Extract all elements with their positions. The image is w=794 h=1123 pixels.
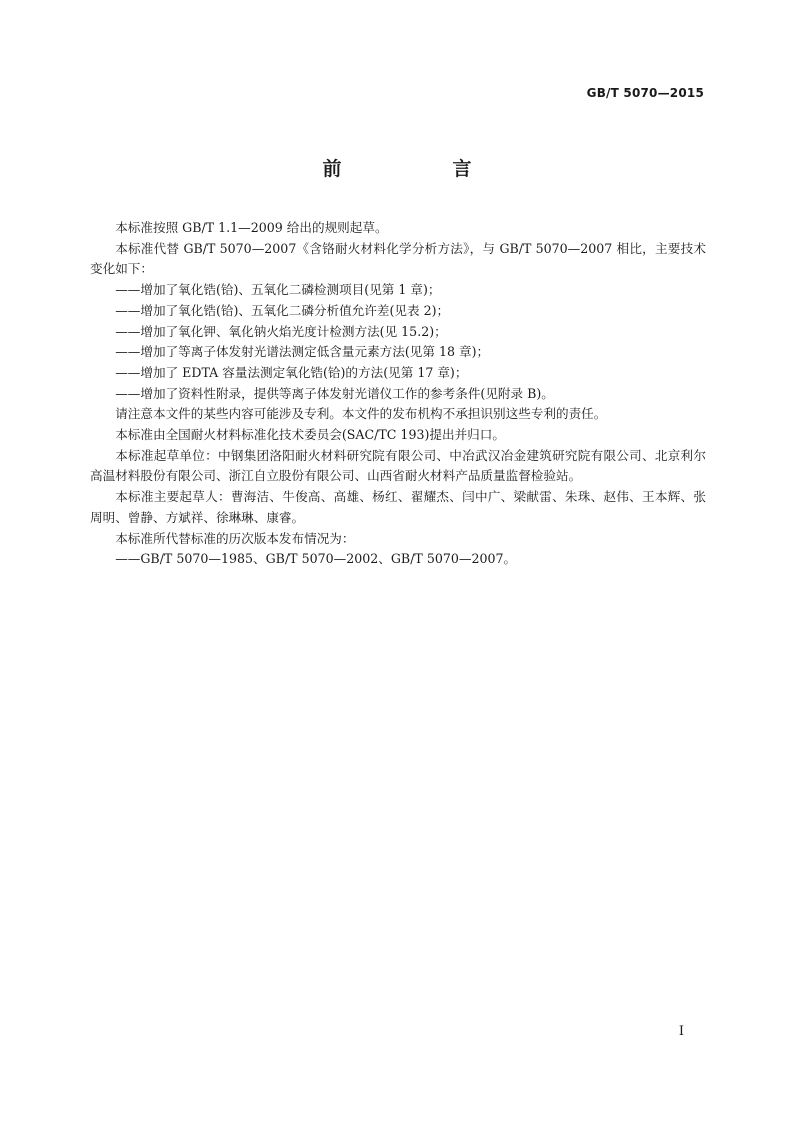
paragraph-drafters: 本标准主要起草人：曹海洁、牛俊高、高雄、杨红、翟耀杰、闫中广、梁献雷、朱珠、赵伟、王本辉、张周明、曾静、方斌祥、徐琳琳、康睿。 (90, 489, 706, 525)
change-item: ——增加了资料性附录，提供等离子体发射光谱仪工作的参考条件(见附录 B)。 (115, 385, 554, 401)
change-item: ——增加了氧化锆(铪)、五氧化二磷分析值允许差(见表 2)； (115, 302, 450, 318)
paragraph-proposer: 本标准由全国耐火材料标准化技术委员会(SAC/TC 193)提出并归口。 (115, 427, 505, 443)
change-item: ——增加了氧化锆(铪)、五氧化二磷检测项目(见第 1 章)； (115, 282, 441, 298)
page-number: I (678, 1024, 684, 1039)
paragraph-drafting-units: 本标准起草单位：中钢集团洛阳耐火材料研究院有限公司、中冶武汉冶金建筑研究院有限公司、北京利尔高温材料股份有限公司、浙江自立股份有限公司、山西省耐火材料产品质量监督检验站。 (90, 447, 706, 484)
standard-code: GB/T 5070—2015 (586, 86, 704, 100)
change-item: ——增加了等离子体发射光谱法测定低含量元素方法(见第 18 章)； (115, 344, 490, 360)
page-title: 前 言 (322, 158, 518, 180)
paragraph-history-versions: ——GB/T 5070—1985、GB/T 5070—2002、GB/T 5070—2007。 (115, 551, 517, 567)
change-item: ——增加了 EDTA 容量法测定氧化锆(铪)的方法(见第 17 章)； (115, 364, 468, 380)
foreword-body (90, 218, 706, 570)
paragraph-drafting-rules: 本标准按照 GB/T 1.1—2009 给出的规则起草。 (115, 220, 388, 235)
paragraph-history-intro: 本标准所代替标准的历次版本发布情况为： (115, 530, 355, 546)
paragraph-patent-notice: 请注意本文件的某些内容可能涉及专利。本文件的发布机构不承担识别这些专利的责任。 (115, 406, 607, 422)
change-item: ——增加了氧化钾、氧化钠火焰光度计检测方法(见 15.2)； (115, 323, 447, 339)
paragraph-replacement: 本标准代替 GB/T 5070—2007《含铬耐火材料化学分析方法》，与 GB/T 5070—2007 相比，主要技术变化如下： (90, 240, 706, 277)
